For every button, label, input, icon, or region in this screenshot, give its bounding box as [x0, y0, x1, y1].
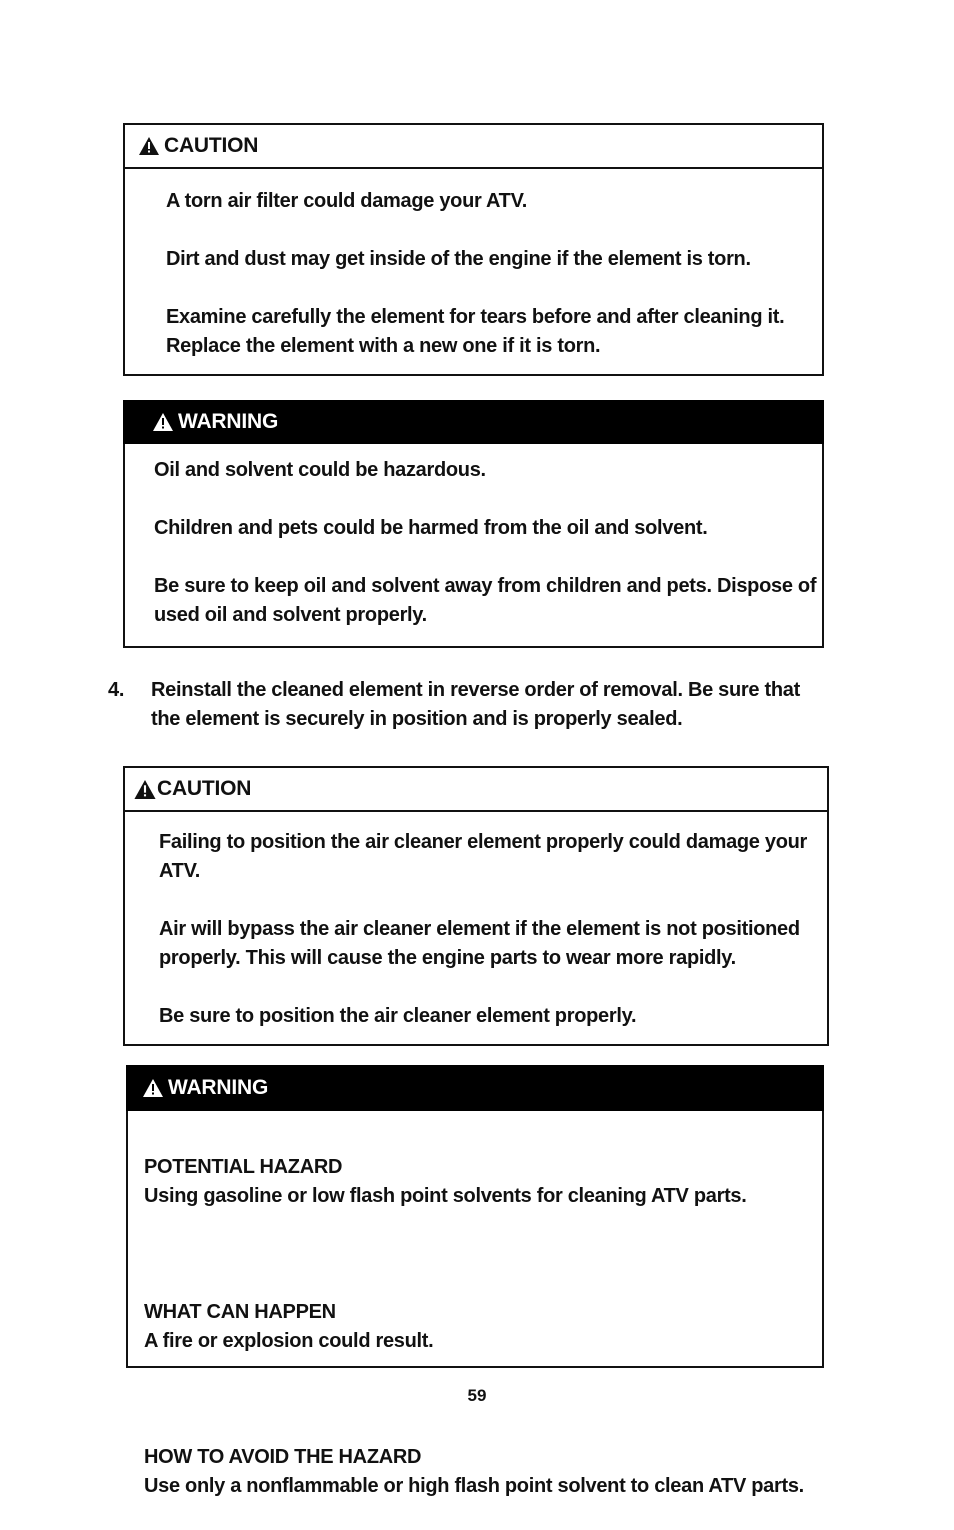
warning-triangle-icon — [134, 780, 156, 799]
caution-paragraph: A torn air filter could damage your ATV. — [166, 190, 528, 212]
warning-header — [123, 400, 824, 444]
warning-body — [128, 1111, 822, 1530]
warning-title: WARNING — [178, 410, 279, 433]
warning-title: WARNING — [168, 1076, 269, 1099]
caution-paragraph: Dirt and dust may get inside of the engine if the element is torn. — [166, 248, 751, 270]
page-number: 59 — [467, 1386, 487, 1405]
warning-paragraph: Oil and solvent could be hazardous. — [154, 459, 486, 481]
hazard-section: POTENTIAL HAZARD Using gasoline or low flash point solvents for cleaning ATV parts. — [144, 1156, 747, 1207]
warning-header — [126, 1065, 824, 1111]
step-number: 4. — [108, 679, 125, 701]
caution-title: CAUTION — [164, 134, 259, 157]
caution-paragraph: Be sure to position the air cleaner element properly. — [159, 1005, 637, 1027]
step-text: Reinstall the cleaned element in reverse order of removal. Be sure that the element is securely in position and is properly sealed. — [151, 679, 800, 730]
caution-body — [125, 169, 822, 361]
caution-box-air-filter — [123, 123, 824, 376]
warning-box-oil-solvent — [123, 400, 824, 648]
warning-triangle-icon — [153, 413, 173, 431]
consequence-section: WHAT CAN HAPPEN A fire or explosion could result. — [144, 1301, 434, 1352]
caution-paragraph: Examine carefully the element for tears before and after cleaning it. Replace the element with a new one if it is torn. — [166, 306, 785, 357]
warning-triangle-icon — [139, 137, 159, 155]
caution-box-element-position — [123, 766, 829, 1046]
warning-paragraph: Children and pets could be harmed from the oil and solvent. — [154, 517, 708, 539]
caution-paragraph: Air will bypass the air cleaner element if the element is not positioned properly. This will cause the engine parts to wear more rapidly. — [159, 918, 800, 969]
caution-title: CAUTION — [157, 777, 252, 800]
avoidance-section: HOW TO AVOID THE HAZARD Use only a nonflammable or high flash point solvent to clean ATV parts. — [144, 1446, 804, 1497]
warning-paragraph: Be sure to keep oil and solvent away from children and pets. Dispose of used oil and solvent properly. — [154, 575, 817, 626]
warning-triangle-icon — [143, 1079, 163, 1097]
caution-header — [125, 125, 822, 169]
caution-body — [125, 812, 827, 1031]
warning-body — [125, 444, 822, 630]
caution-header — [125, 768, 827, 812]
caution-paragraph: Failing to position the air cleaner element properly could damage your ATV. — [159, 831, 808, 882]
